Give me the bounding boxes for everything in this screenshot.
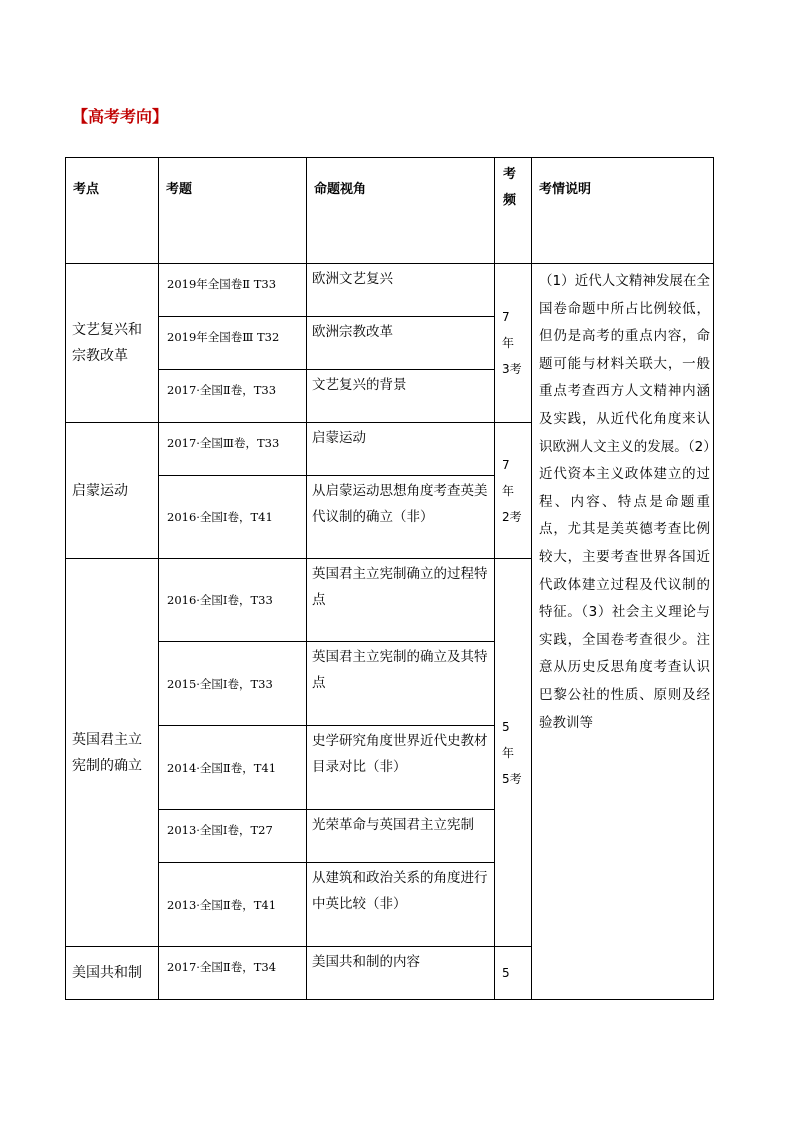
- freq-cell: [495, 947, 532, 1000]
- header-freq: [495, 158, 532, 264]
- freq-part: 年: [502, 336, 515, 350]
- point-cell: 英国君主立宪制的确立: [66, 559, 159, 947]
- angle-cell: 光荣革命与英国君主立宪制: [307, 810, 495, 863]
- freq-cell: [495, 423, 532, 559]
- question-cell: 2013·全国Ⅱ卷，T41: [159, 863, 307, 947]
- freq-part: 7: [502, 457, 510, 472]
- freq-part: 5: [502, 719, 510, 734]
- freq-cell: [495, 264, 532, 423]
- angle-cell: 英国君主立宪制的确立及其特点: [307, 642, 495, 726]
- question-cell: 2019年全国卷Ⅱ T33: [159, 264, 307, 317]
- header-point: 考点: [66, 158, 159, 264]
- angle-cell: 启蒙运动: [307, 423, 495, 476]
- section-heading: 【高考考向】: [72, 107, 169, 126]
- angle-cell: 从建筑和政治关系的角度进行中英比较（非）: [307, 863, 495, 947]
- question-cell: 2013·全国Ⅰ卷，T27: [159, 810, 307, 863]
- angle-cell: 欧洲文艺复兴: [307, 264, 495, 317]
- header-freq-text: 考频: [503, 167, 517, 208]
- table-row: [66, 264, 714, 317]
- description-cell: （1）近代人文精神发展在全国卷命题中所占比例较低，但仍是高考的重点内容，命题可能与材料关联大，一般重点考查西方人文精神内涵及实践，从近代化角度来认识欧洲人文主义的发展。（2）近代资本主义政体建立的过程、内容、特点是命题重点，尤其是美英德考查比例较大，主要考查世界各国近代政体建立过程及代议制的特征。（3）社会主义理论与实践，全国卷考查很少。注意从历史反思角度考查认识巴黎公社的性质、原则及经验教训等: [532, 264, 714, 1000]
- freq-cell: [495, 559, 532, 947]
- angle-cell: 史学研究角度世界近代史教材目录对比（非）: [307, 726, 495, 810]
- freq-part: 2考: [502, 509, 522, 524]
- question-cell: 2017·全国Ⅱ卷，T34: [159, 947, 307, 1000]
- question-cell: 2016·全国Ⅰ卷，T41: [159, 476, 307, 559]
- exam-table: [65, 157, 714, 1000]
- freq-part: 3考: [502, 362, 522, 376]
- angle-cell: 美国共和制的内容: [307, 947, 495, 1000]
- question-cell: 2017·全国Ⅲ卷，T33: [159, 423, 307, 476]
- question-cell: 2014·全国Ⅱ卷，T41: [159, 726, 307, 810]
- point-cell: 文艺复兴和宗教改革: [66, 264, 159, 423]
- point-cell: 启蒙运动: [66, 423, 159, 559]
- angle-cell: 文艺复兴的背景: [307, 370, 495, 423]
- question-cell: 2017·全国Ⅱ卷，T33: [159, 370, 307, 423]
- freq-part: 5: [502, 966, 510, 980]
- angle-cell: 从启蒙运动思想角度考查英美代议制的确立（非）: [307, 476, 495, 559]
- freq-part: 7: [502, 310, 510, 324]
- question-cell: 2016·全国Ⅰ卷，T33: [159, 559, 307, 642]
- header-question: 考题: [159, 158, 307, 264]
- header-desc: 考情说明: [532, 158, 714, 264]
- freq-part: 年: [502, 483, 515, 498]
- header-angle: 命题视角: [307, 158, 495, 264]
- angle-cell: 英国君主立宪制确立的过程特点: [307, 559, 495, 642]
- question-cell: 2019年全国卷Ⅲ T32: [159, 317, 307, 370]
- freq-part: 5考: [502, 771, 522, 786]
- freq-part: 年: [502, 745, 515, 760]
- angle-cell: 欧洲宗教改革: [307, 317, 495, 370]
- header-row: [66, 158, 714, 264]
- point-cell: 美国共和制: [66, 947, 159, 1000]
- question-cell: 2015·全国Ⅰ卷，T33: [159, 642, 307, 726]
